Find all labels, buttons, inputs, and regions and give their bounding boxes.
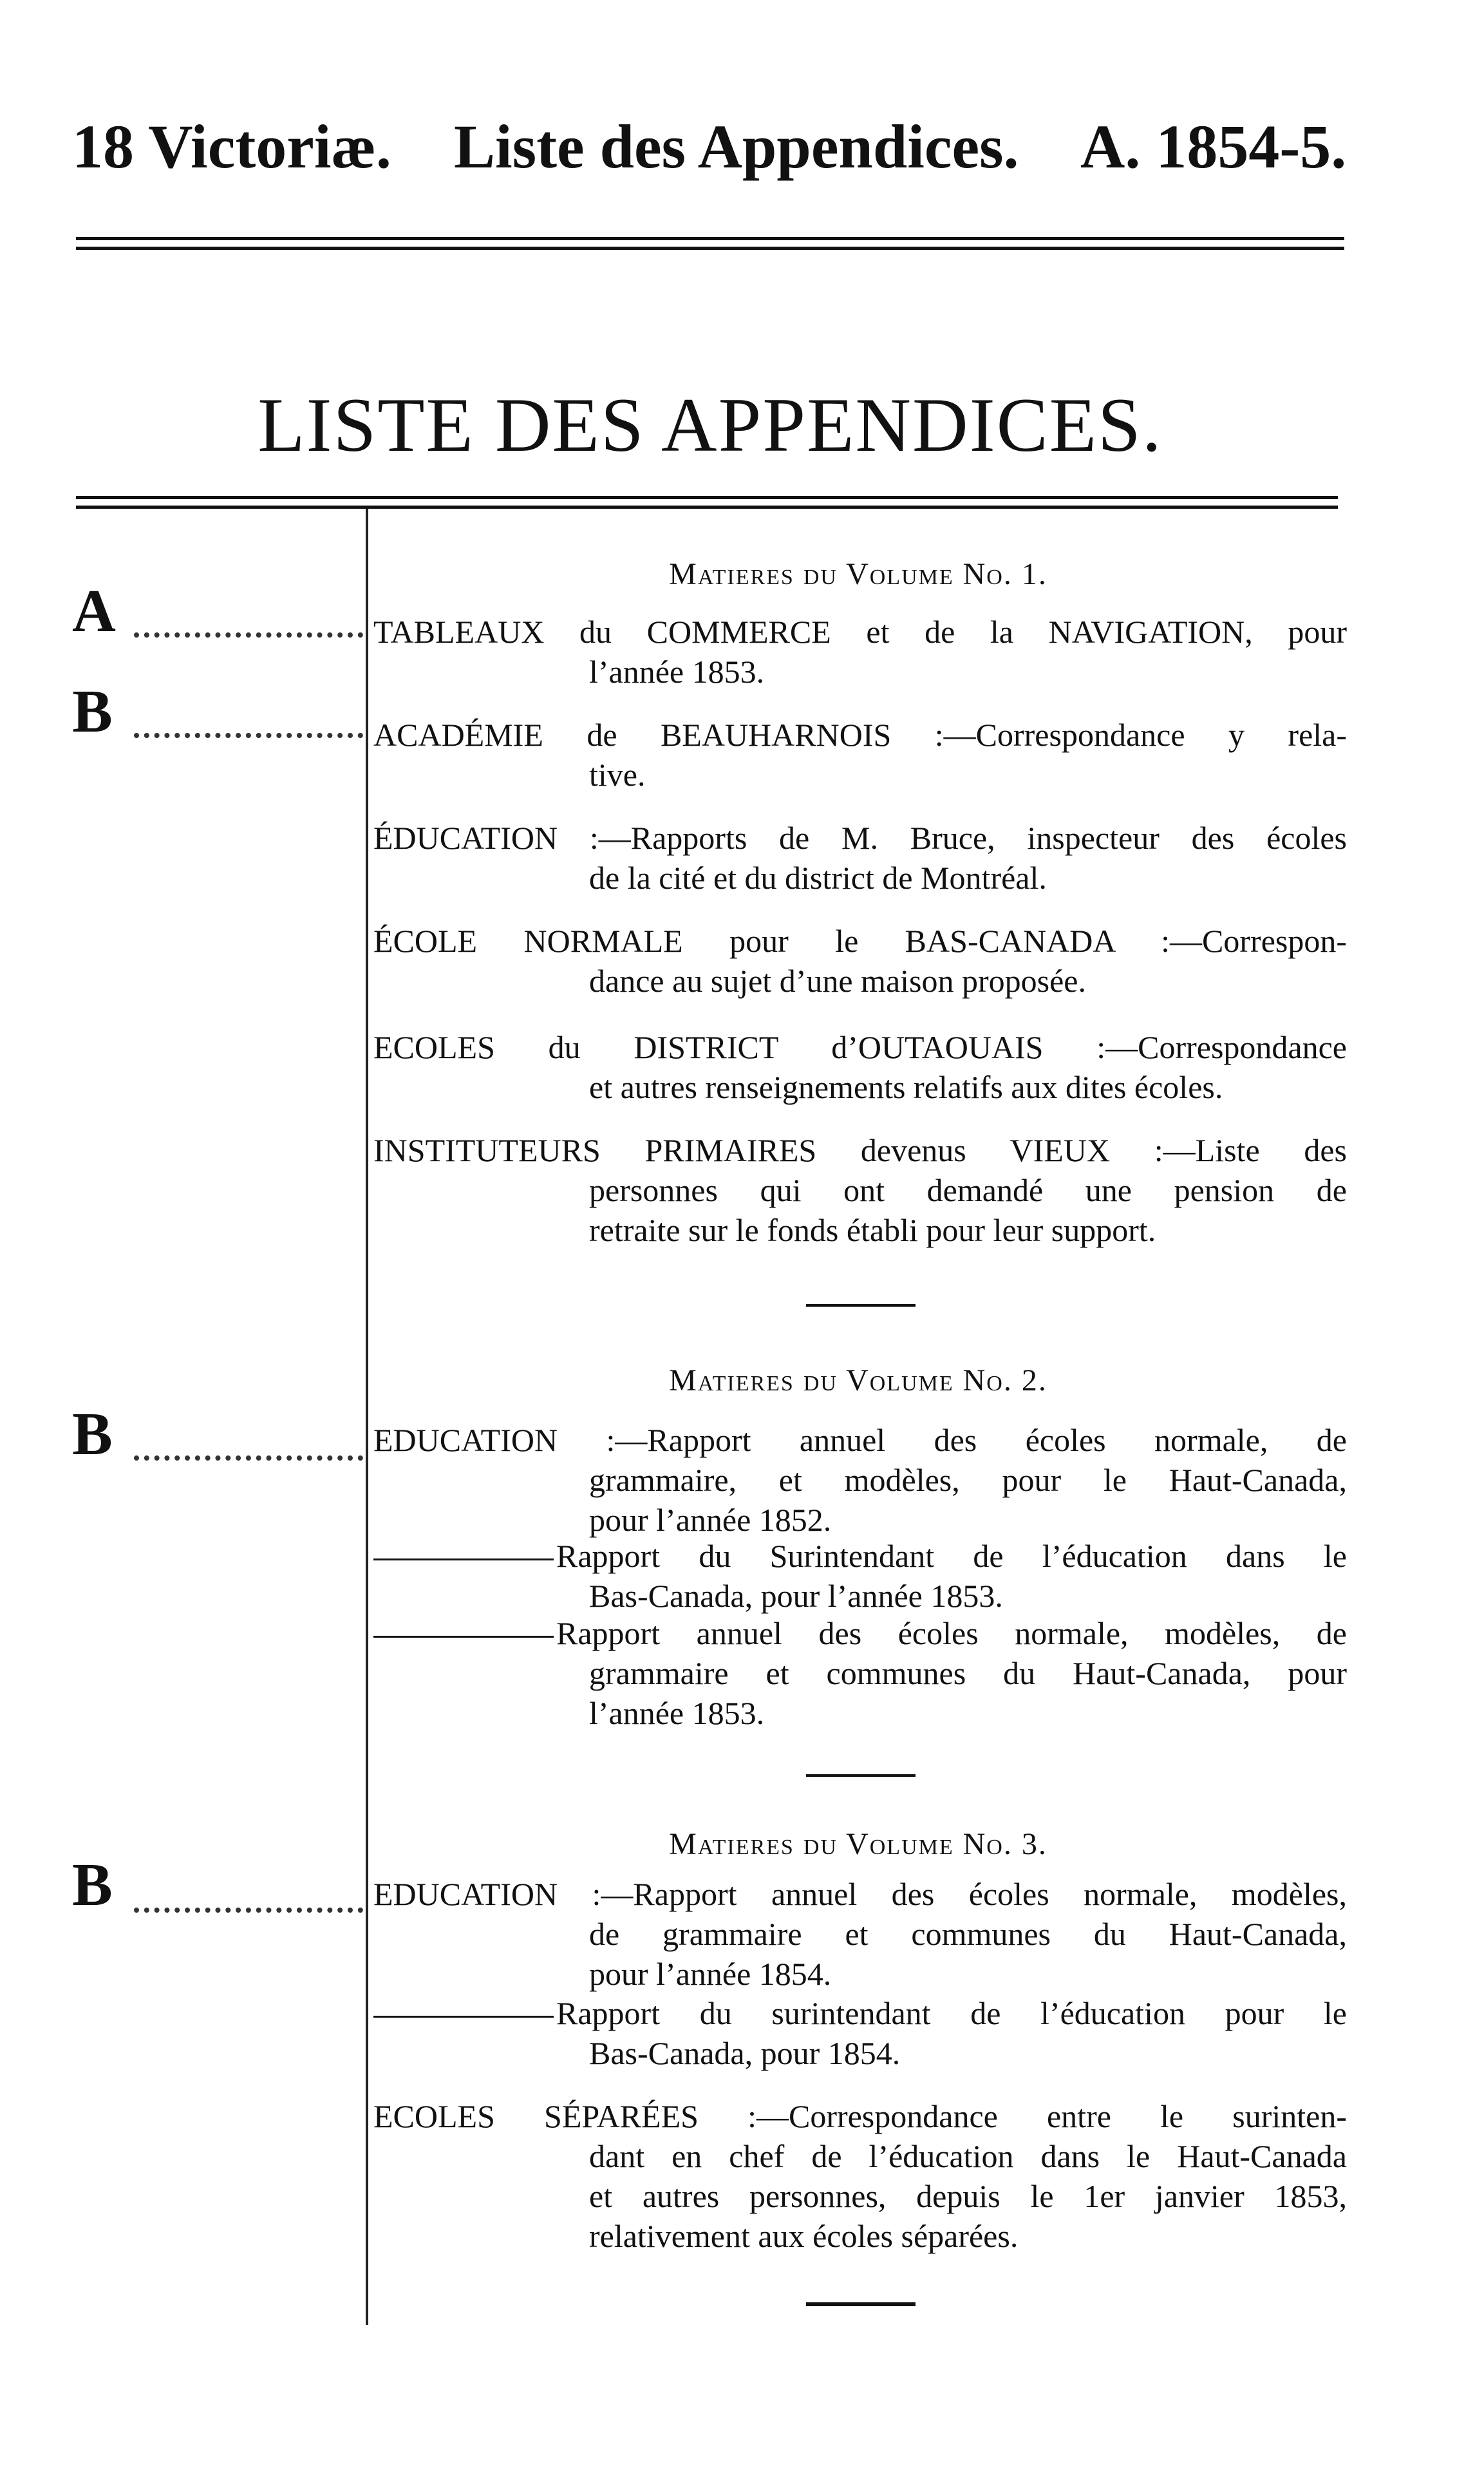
- header-title: Liste des Appendices.: [454, 112, 1019, 181]
- entry-line: personnes qui ont demandé une pension de: [589, 1172, 1347, 1208]
- section-rule: [806, 2302, 916, 2307]
- header-double-rule: [76, 237, 1344, 250]
- appendix-entry: [373, 1027, 1347, 1107]
- entry-line: INSTITUTEURS PRIMAIRES devenus VIEUX :—Liste des: [373, 1132, 1347, 1168]
- dot-leader: [134, 1908, 363, 1913]
- entry-line: relativement aux écoles séparées.: [589, 2218, 1019, 2254]
- entry-line: tive.: [589, 757, 646, 793]
- appendix-entry: [373, 1993, 1347, 2073]
- dot-leader: [134, 733, 363, 738]
- entry-line: EDUCATION :—Rapport annuel des écoles normale, modèles,: [373, 1876, 1347, 1912]
- entry-line: Bas-Canada, pour l’année 1853.: [589, 1578, 1003, 1614]
- entry-text: Rapport annuel des écoles normale, modèles, de: [556, 1615, 1347, 1651]
- entry-text: Rapport du surintendant de l’éducation pour le: [556, 1995, 1347, 2031]
- ditto-dash: [373, 1636, 554, 1638]
- entry-line: ECOLES du DISTRICT d’OUTAOUAIS :—Correspondance: [373, 1029, 1347, 1065]
- entry-line: TABLEAUX du COMMERCE et de la NAVIGATION, pour: [373, 614, 1347, 650]
- appendix-entry: [373, 1613, 1347, 1733]
- entry-line: grammaire et communes du Haut-Canada, pour: [589, 1655, 1347, 1691]
- appendix-entry: [373, 1420, 1347, 1540]
- appendix-entry: [373, 1536, 1347, 1616]
- entry-line: de grammaire et communes du Haut-Canada,: [589, 1916, 1347, 1952]
- appendix-entry: [373, 921, 1347, 1001]
- ditto-dash: [373, 1558, 554, 1560]
- ditto-dash: [373, 2016, 554, 2018]
- entry-line: EDUCATION :—Rapport annuel des écoles normale, de: [373, 1422, 1347, 1458]
- title-double-rule: [76, 496, 1338, 509]
- appendix-letter-b: B: [72, 678, 113, 745]
- entry-line: dance au sujet d’une maison proposée.: [589, 963, 1086, 999]
- entry-line: pour l’année 1852.: [589, 1502, 832, 1538]
- column-divider: [366, 509, 368, 2325]
- section-rule: [806, 1304, 916, 1307]
- appendix-entry: [373, 1874, 1347, 1994]
- entry-line: ACADÉMIE de BEAUHARNOIS :—Correspondance y rela-: [373, 717, 1347, 753]
- entry-line: l’année 1853.: [589, 1695, 765, 1731]
- page-title: LISTE DES APPENDICES.: [258, 382, 1163, 468]
- entry-line: grammaire, et modèles, pour le Haut-Canada,: [589, 1462, 1347, 1498]
- header-year: A. 1854-5.: [1080, 112, 1347, 181]
- entry-line: [373, 1536, 1347, 1576]
- volume-2-heading: Matieres du Volume No. 2.: [669, 1363, 1047, 1397]
- appendix-entry: [373, 715, 1347, 795]
- entry-line: ÉDUCATION :—Rapports de M. Bruce, inspecteur des écoles: [373, 820, 1347, 856]
- section-rule: [806, 1774, 916, 1777]
- entry-text: Rapport du Surintendant de l’éducation dans le: [556, 1538, 1347, 1574]
- entry-line: [373, 1993, 1347, 2033]
- appendix-letter-b: B: [72, 1401, 113, 1468]
- entry-line: Bas-Canada, pour 1854.: [589, 2035, 901, 2071]
- entry-line: de la cité et du district de Montréal.: [589, 860, 1047, 896]
- appendix-letter-a: A: [72, 578, 116, 645]
- appendix-entry: [373, 818, 1347, 898]
- entry-line: et autres renseignements relatifs aux dites écoles.: [589, 1069, 1223, 1105]
- entry-line: retraite sur le fonds établi pour leur support.: [589, 1212, 1156, 1248]
- dot-leader: [134, 632, 363, 638]
- header-session: 18 Victoriæ.: [72, 112, 391, 181]
- entry-line: ÉCOLE NORMALE pour le BAS-CANADA :—Correspon-: [373, 923, 1347, 959]
- volume-3-heading: Matieres du Volume No. 3.: [669, 1827, 1047, 1861]
- entry-line: l’année 1853.: [589, 654, 765, 690]
- entry-line: dant en chef de l’éducation dans le Haut-Canada: [589, 2138, 1347, 2174]
- entry-line: et autres personnes, depuis le 1er janvier 1853,: [589, 2178, 1347, 2214]
- entry-line: pour l’année 1854.: [589, 1956, 832, 1992]
- appendix-entry: [373, 2096, 1347, 2256]
- entry-line: ECOLES SÉPARÉES :—Correspondance entre le surinten-: [373, 2098, 1347, 2134]
- entry-line: [373, 1613, 1347, 1653]
- volume-1-heading: Matieres du Volume No. 1.: [669, 557, 1047, 591]
- appendix-entry: [373, 1130, 1347, 1250]
- dot-leader: [134, 1455, 363, 1461]
- appendix-entry: [373, 612, 1347, 692]
- appendix-letter-b: B: [72, 1852, 113, 1918]
